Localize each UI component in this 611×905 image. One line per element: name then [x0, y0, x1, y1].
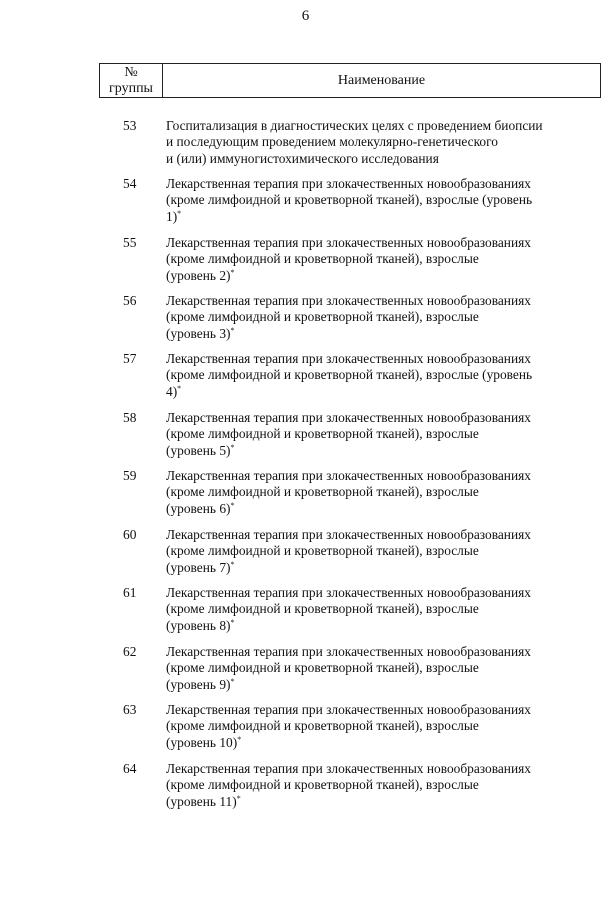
group-name-line: (кроме лимфоидной и кроветворной тканей), взрослые (уровень [166, 367, 533, 383]
group-name-line: (уровень 9)* [166, 676, 235, 692]
group-number: 53 [123, 118, 137, 133]
group-number: 55 [123, 235, 137, 250]
group-name-line: (кроме лимфоидной и кроветворной тканей), взрослые [166, 660, 479, 676]
group-number: 62 [123, 644, 137, 659]
group-number-header-line2: группы [109, 80, 153, 96]
group-name-line: (уровень 11)* [166, 793, 241, 809]
group-number-header-line1: № [124, 64, 138, 80]
footnote-mark: * [230, 442, 235, 452]
group-name-line: (кроме лимфоидной и кроветворной тканей), взрослые [166, 543, 479, 559]
group-name-line: (кроме лимфоидной и кроветворной тканей), взрослые [166, 484, 479, 500]
group-number: 63 [123, 702, 137, 717]
table-header [99, 63, 601, 98]
footnote-mark: * [177, 383, 182, 393]
group-name [166, 644, 591, 693]
group-name-line: Лекарственная терапия при злокачественных новообразованиях [166, 351, 531, 366]
group-name [166, 410, 591, 459]
group-name-line: (уровень 3)* [166, 325, 235, 341]
group-name-line: Лекарственная терапия при злокачественных новообразованиях [166, 761, 531, 776]
group-number: 58 [123, 410, 137, 425]
group-name-line: Лекарственная терапия при злокачественных новообразованиях [166, 235, 531, 250]
group-number: 57 [123, 351, 137, 366]
group-name-line: (уровень 7)* [166, 559, 235, 575]
group-name [166, 176, 591, 225]
group-name-line: Лекарственная терапия при злокачественных новообразованиях [166, 468, 531, 483]
group-name-line: (кроме лимфоидной и кроветворной тканей), взрослые [166, 601, 479, 617]
group-name-line: Лекарственная терапия при злокачественных новообразованиях [166, 585, 531, 600]
footnote-mark: * [177, 208, 182, 218]
group-number: 56 [123, 293, 137, 308]
group-name-line: (кроме лимфоидной и кроветворной тканей), взрослые [166, 309, 479, 325]
group-number: 64 [123, 761, 137, 776]
group-name-line: (уровень 6)* [166, 500, 235, 516]
group-name [166, 761, 591, 810]
group-name [166, 293, 591, 342]
group-name-line: и последующим проведением молекулярно-генетического [166, 134, 498, 150]
group-name [166, 351, 591, 400]
group-number-header [100, 64, 163, 97]
footnote-mark: * [230, 325, 235, 335]
footnote-mark: * [230, 617, 235, 627]
group-number: 61 [123, 585, 137, 600]
group-name [166, 235, 591, 284]
group-name-line: (уровень 2)* [166, 267, 235, 283]
footnote-mark: * [230, 500, 235, 510]
group-number: 54 [123, 176, 137, 191]
group-name [166, 468, 591, 517]
group-name-line: Лекарственная терапия при злокачественных новообразованиях [166, 702, 531, 717]
group-name-line: Госпитализация в диагностических целях с проведением биопсии [166, 118, 543, 133]
group-name-line: Лекарственная терапия при злокачественных новообразованиях [166, 410, 531, 425]
group-name-line: (уровень 8)* [166, 617, 235, 633]
group-name-line: Лекарственная терапия при злокачественных новообразованиях [166, 293, 531, 308]
group-name-line: (кроме лимфоидной и кроветворной тканей), взрослые [166, 251, 479, 267]
footnote-mark: * [230, 267, 235, 277]
footnote-mark: * [236, 793, 241, 803]
group-number: 59 [123, 468, 137, 483]
group-name-line: (кроме лимфоидной и кроветворной тканей), взрослые [166, 426, 479, 442]
group-name-line: (кроме лимфоидной и кроветворной тканей), взрослые [166, 718, 479, 734]
group-name-line: 4)* [166, 383, 182, 399]
group-name [166, 118, 591, 167]
group-name-line: Лекарственная терапия при злокачественных новообразованиях [166, 644, 531, 659]
name-header: Наименование [337, 72, 426, 88]
group-name-line: Лекарственная терапия при злокачественных новообразованиях [166, 527, 531, 542]
footnote-mark: * [237, 734, 242, 744]
group-name-line: 1)* [166, 208, 182, 224]
group-name-line: (кроме лимфоидной и кроветворной тканей), взрослые [166, 777, 479, 793]
group-name-line: (уровень 10)* [166, 734, 242, 750]
group-name-line: (кроме лимфоидной и кроветворной тканей), взрослые (уровень [166, 192, 533, 208]
footnote-mark: * [230, 676, 235, 686]
group-name [166, 702, 591, 751]
group-name [166, 527, 591, 576]
footnote-mark: * [230, 559, 235, 569]
group-name-line: и (или) иммуногистохимического исследования [166, 150, 439, 166]
page-number: 6 [301, 8, 310, 24]
group-name-line: (уровень 5)* [166, 442, 235, 458]
group-name [166, 585, 591, 634]
group-name-line: Лекарственная терапия при злокачественных новообразованиях [166, 176, 531, 191]
group-number: 60 [123, 527, 137, 542]
